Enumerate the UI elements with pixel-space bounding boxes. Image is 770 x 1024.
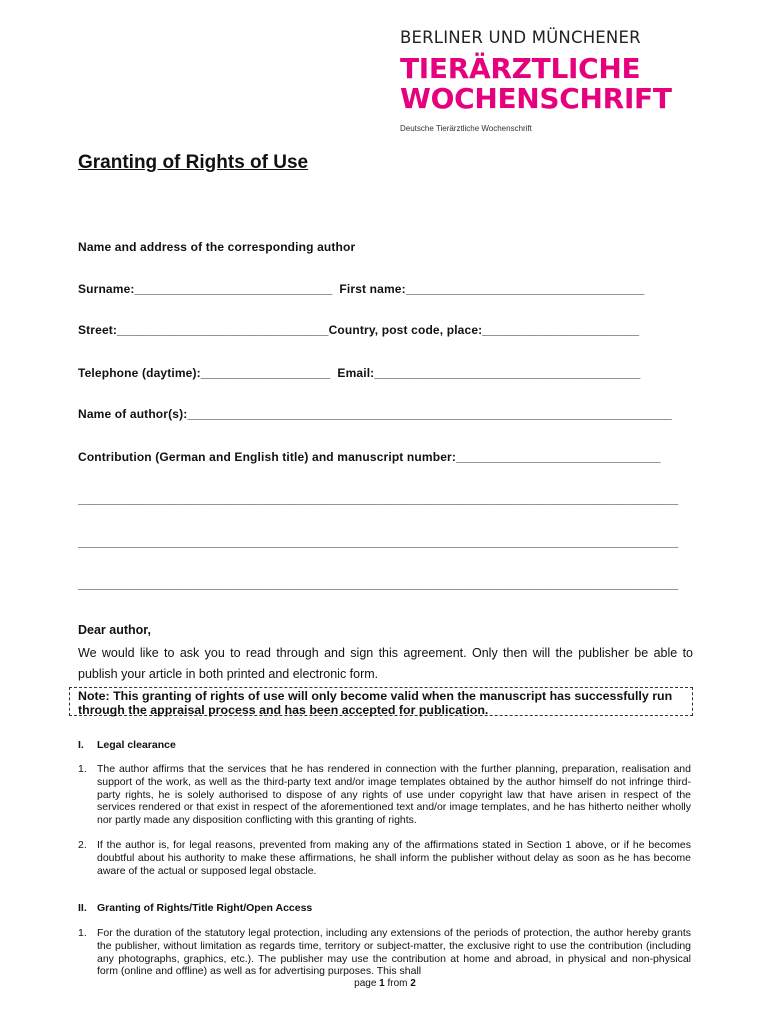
section-number: II. bbox=[78, 902, 87, 914]
intro-paragraph: We would like to ask you to read through and sign this agreement. Only then will the publisher be able to publish your article in both printed and electronic form. bbox=[78, 646, 693, 681]
item-text: The author affirms that the services that he has rendered in connection with the further planning, preparation, realisation and support of the work, as well as the third-party text and/or image templates obtained by the author himself do not infringe third-party rights, he is solely authorised to dispose of any rights of use under copyright law that have arisen in respect of the services rendered or that exist in respect of the aforementioned text and/or image templates, and he has hitherto neither wholly nor partly made any disposition conflicting with this granting of rights. bbox=[97, 763, 691, 827]
list-item bbox=[78, 927, 691, 978]
document-title: Granting of Rights of Use bbox=[78, 152, 309, 173]
page-word: page bbox=[354, 978, 377, 989]
list-item bbox=[78, 763, 691, 827]
item-number: 1. bbox=[78, 763, 87, 775]
blank-line-1[interactable]: ________________________________________________________________________________________ bbox=[78, 492, 679, 506]
surname-firstname-field[interactable]: Surname:_____________________________ First name:___________________________________ bbox=[78, 282, 645, 296]
item-number: 2. bbox=[78, 839, 87, 851]
item-text: For the duration of the statutory legal protection, including any extensions of the periods of protection, the author hereby grants the publisher, without limitation as regards time, territory or subject-matter, the exclusive right to use the contribution (including any photographs, graphics, etc.). The publisher may use the contribution at home and abroad, in physical and non-physical form (online and offline) as well as for advertising purposes. This shall bbox=[97, 927, 691, 978]
logo-line-2: TIERÄRZTLICHE bbox=[400, 52, 641, 85]
authors-field[interactable]: Name of author(s):_______________________________________________________________________ bbox=[78, 407, 672, 421]
logo-line-1: BERLINER UND MÜNCHENER bbox=[400, 28, 641, 47]
item-number: 1. bbox=[78, 927, 87, 939]
salutation: Dear author, bbox=[78, 623, 151, 637]
page-number: 1 bbox=[379, 978, 385, 989]
section-number: I. bbox=[78, 739, 84, 751]
from-word: from bbox=[387, 978, 408, 989]
item-text: If the author is, for legal reasons, prevented from making any of the affirmations stated in Section 1 above, or if he becomes doubtful about his authority to make these affirmations, he shall inform the publisher without delay as soon as he has become aware of the actual or supposed legal obstacle. bbox=[97, 839, 691, 877]
section-heading bbox=[78, 902, 312, 914]
contribution-field[interactable]: Contribution (German and English title) and manuscript number:______________________________ bbox=[78, 450, 661, 464]
logo-subtitle: Deutsche Tierärztliche Wochenschrift bbox=[400, 124, 532, 133]
section-title: Granting of Rights/Title Right/Open Access bbox=[97, 902, 313, 914]
logo-line-3: WOCHENSCHRIFT bbox=[400, 82, 672, 115]
journal-logo bbox=[400, 28, 672, 133]
section-heading bbox=[78, 739, 176, 751]
blank-line-3[interactable]: ________________________________________________________________________________________ bbox=[78, 577, 679, 591]
telephone-email-field[interactable]: Telephone (daytime):___________________ Email:_______________________________________ bbox=[78, 366, 641, 380]
list-item bbox=[78, 839, 691, 877]
street-country-field[interactable]: Street:_______________________________Country, post code, place:_______________________ bbox=[78, 323, 640, 337]
note-box: Note: This granting of rights of use will only become valid when the manuscript has successfully run through the appraisal process and has been accepted for publication. bbox=[69, 687, 693, 716]
form-heading: Name and address of the corresponding author bbox=[78, 240, 356, 254]
page-total: 2 bbox=[410, 978, 416, 989]
blank-line-2[interactable]: ________________________________________________________________________________________ bbox=[78, 535, 679, 549]
page-footer bbox=[0, 978, 770, 989]
section-title: Legal clearance bbox=[97, 739, 176, 751]
